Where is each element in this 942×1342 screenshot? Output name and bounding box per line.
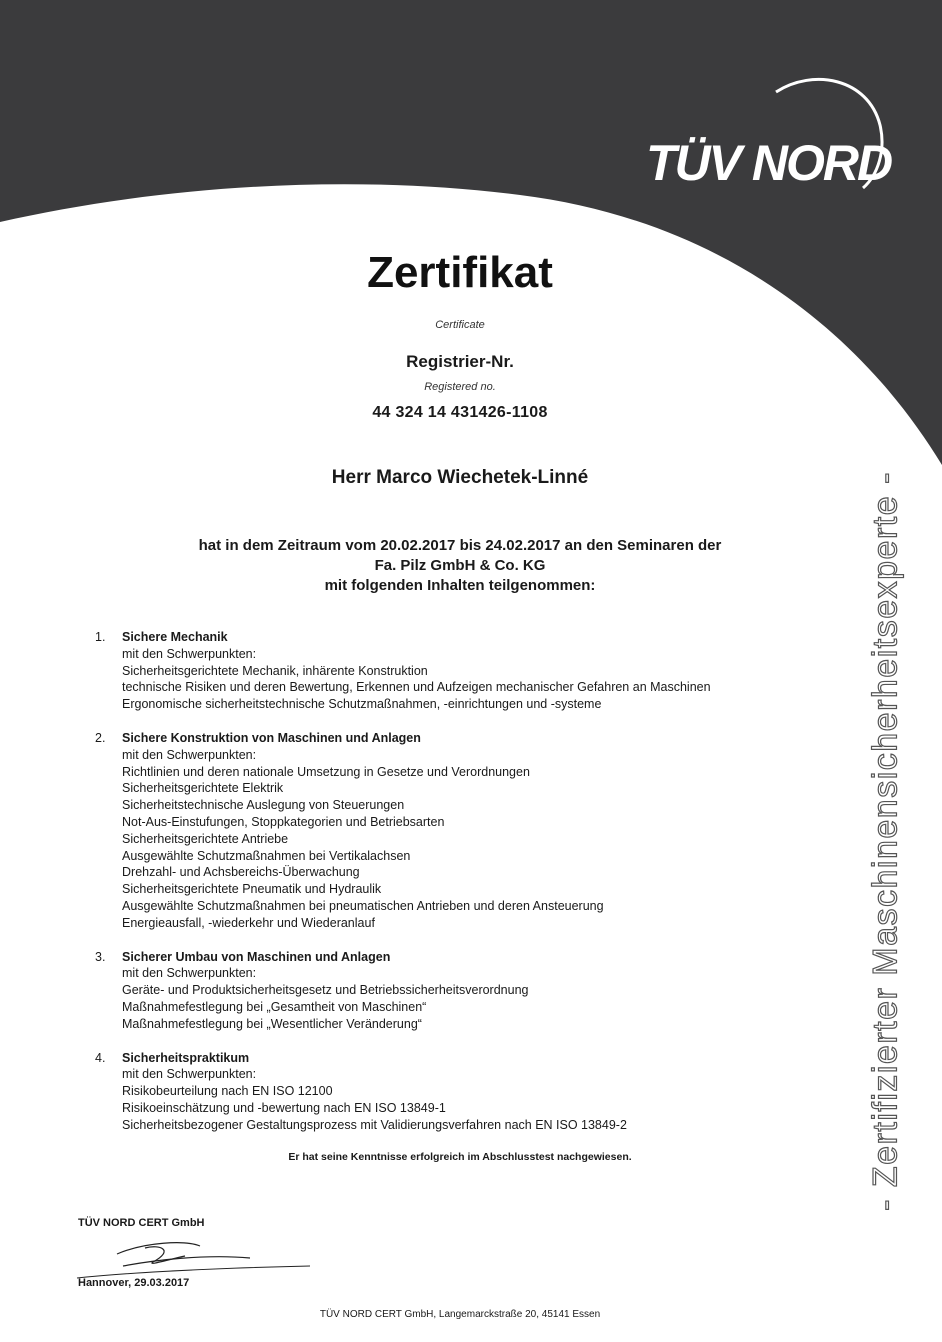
intro-line: hat in dem Zeitraum vom 20.02.2017 bis 24.02.2017 an den Seminaren der xyxy=(198,537,722,554)
section-item: Sicherheitsgerichtete Pneumatik und Hydraulik xyxy=(122,882,382,897)
section-item: Risikoeinschätzung und -bewertung nach EN ISO 13849-1 xyxy=(122,1100,446,1115)
section-title: Sicherer Umbau von Maschinen und Anlagen xyxy=(122,949,391,964)
section-item: Sicherheitsgerichtete Antriebe xyxy=(122,831,289,846)
section-number: 4. xyxy=(95,1050,106,1065)
conclusion-text: Er hat seine Kenntnisse erfolgreich im Abschlusstest nachgewiesen. xyxy=(288,1151,632,1163)
section-body xyxy=(122,949,835,1033)
section-body xyxy=(122,1050,835,1134)
section-body xyxy=(122,730,835,932)
section-item: Drehzahl- und Achsbereichs-Überwachung xyxy=(122,865,360,880)
section-item: Sicherheitsbezogener Gestaltungsprozess mit Validierungsverfahren nach EN ISO 13849-2 xyxy=(122,1117,627,1132)
section-item: Maßnahmefestlegung bei „Wesentlicher Veränderung“ xyxy=(122,1016,422,1031)
section-title: Sichere Mechanik xyxy=(122,630,228,644)
issuer-name: TÜV NORD CERT GmbH xyxy=(78,1217,205,1229)
section-item: mit den Schwerpunkten: xyxy=(122,646,257,661)
registration-label: Registrier-Nr. xyxy=(406,352,514,371)
footer-address: TÜV NORD CERT GmbH, Langemarckstraße 20, 45141 Essen xyxy=(319,1309,601,1320)
section-item: mit den Schwerpunkten: xyxy=(122,1067,257,1082)
content-section xyxy=(95,949,835,1033)
section-item: Ausgewählte Schutzmaßnahmen bei pneumatischen Antrieben und deren Ansteuerung xyxy=(122,898,604,913)
section-item: Richtlinien und deren nationale Umsetzung in Gesetze und Verordnungen xyxy=(122,764,530,779)
intro-line: Fa. Pilz GmbH & Co. KG xyxy=(374,557,546,574)
registration-label-en: Registered no. xyxy=(424,381,496,393)
content-sections xyxy=(95,629,835,1151)
section-number: 2. xyxy=(95,730,106,745)
section-number: 3. xyxy=(95,949,106,964)
section-title: Sichere Konstruktion von Maschinen und Anlagen xyxy=(122,730,421,745)
intro-line: mit folgenden Inhalten teilgenommen: xyxy=(324,577,596,594)
registration-number: 44 324 14 431426-1108 xyxy=(372,404,548,421)
section-item: Maßnahmefestlegung bei „Gesamtheit von Maschinen“ xyxy=(122,999,427,1014)
section-number: 1. xyxy=(95,630,106,644)
section-item: Sicherheitstechnische Auslegung von Steuerungen xyxy=(122,798,405,813)
section-item: Ergonomische sicherheitstechnische Schutzmaßnahmen, -einrichtungen und -systeme xyxy=(122,697,602,712)
place-and-date: Hannover, 29.03.2017 xyxy=(78,1277,190,1289)
content-section xyxy=(95,629,835,713)
section-item: Sicherheitsgerichtete Elektrik xyxy=(122,781,284,796)
section-item: technische Risiken und deren Bewertung, Erkennen und Aufzeigen mechanischer Gefahren an Maschinen xyxy=(122,680,711,695)
section-body xyxy=(122,629,835,713)
section-item: mit den Schwerpunkten: xyxy=(122,966,257,981)
section-item: Not-Aus-Einstufungen, Stoppkategorien und Betriebsarten xyxy=(122,814,445,829)
tuv-nord-logo: TÜV NORD xyxy=(646,135,892,191)
recipient-name: Herr Marco Wiechetek-Linné xyxy=(331,467,589,488)
certificate-title: Zertifikat xyxy=(367,248,553,297)
section-item: mit den Schwerpunkten: xyxy=(122,747,257,762)
section-title: Sicherheitspraktikum xyxy=(122,1050,250,1065)
section-item: Ausgewählte Schutzmaßnahmen bei Vertikalachsen xyxy=(122,848,411,863)
certificate-title-en: Certificate xyxy=(435,319,485,331)
intro-text xyxy=(0,536,920,596)
content-section xyxy=(95,730,835,932)
section-item: Sicherheitsgerichtete Mechanik, inhärente Konstruktion xyxy=(122,663,428,678)
side-banner xyxy=(861,408,911,1274)
content-section xyxy=(95,1050,835,1134)
section-item: Geräte- und Produktsicherheitsgesetz und Betriebssicherheitsverordnung xyxy=(122,983,529,998)
side-text: - Zertifizierter Maschinensicherheitsexperte - xyxy=(866,471,905,1211)
section-item: Risikobeurteilung nach EN ISO 12100 xyxy=(122,1084,333,1099)
signature-icon xyxy=(75,1232,315,1280)
section-item: Energieausfall, -wiederkehr und Wiederanlauf xyxy=(122,915,375,930)
